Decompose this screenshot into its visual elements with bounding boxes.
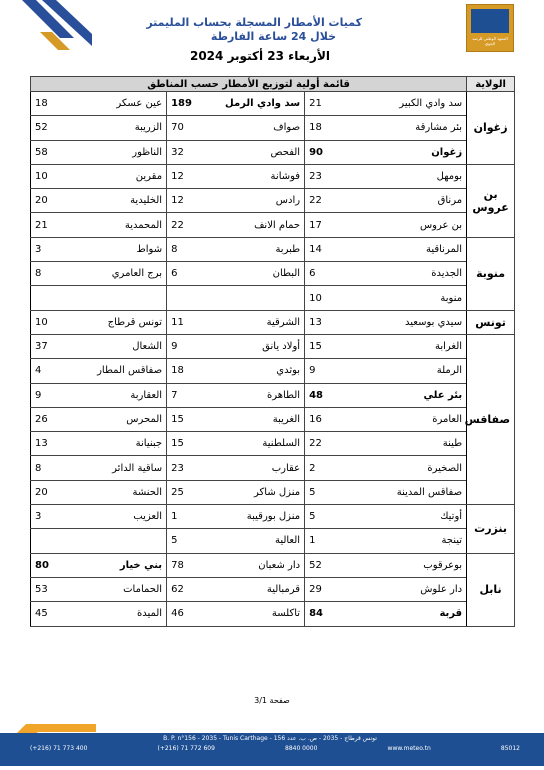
station-name: البطان [209, 262, 305, 286]
station-name: تينجة [351, 529, 467, 553]
rainfall-value: 18 [305, 116, 351, 140]
rainfall-value: 58 [31, 140, 67, 164]
rainfall-value: 21 [31, 213, 67, 237]
rainfall-value: 5 [167, 529, 209, 553]
rainfall-value: 46 [167, 602, 209, 626]
table-row [31, 189, 515, 213]
table-row [31, 480, 515, 504]
table-row [31, 140, 515, 164]
table-row [31, 529, 515, 553]
governorate-column-header: الولاية [467, 77, 515, 92]
header-decoration-stripes [22, 0, 92, 55]
station-name: أوتيك [351, 505, 467, 529]
station-name: الرملة [351, 359, 467, 383]
station-name: مرناق [351, 189, 467, 213]
governorate-cell: صفاقس [467, 334, 515, 504]
governorate-cell: منوبة [467, 237, 515, 310]
station-name: العقاربة [67, 383, 167, 407]
rainfall-value: 22 [305, 432, 351, 456]
rainfall-value: 2 [305, 456, 351, 480]
rainfall-value: 20 [31, 480, 67, 504]
station-name: سد وادي الرمل [209, 92, 305, 116]
station-name: الفحص [209, 140, 305, 164]
station-name [67, 286, 167, 310]
rainfall-value: 23 [305, 164, 351, 188]
rainfall-value: 26 [31, 407, 67, 431]
station-name: الشرقية [209, 310, 305, 334]
table-row [31, 432, 515, 456]
rainfall-value: 6 [305, 262, 351, 286]
station-name: بوعرقوب [351, 553, 467, 577]
table-row [31, 237, 515, 261]
station-name: الميدة [67, 602, 167, 626]
governorate-cell: بن عروس [467, 164, 515, 237]
station-name: مقرين [67, 164, 167, 188]
station-name: جبنيانة [67, 432, 167, 456]
rainfall-value: 9 [305, 359, 351, 383]
station-name: الشعال [67, 334, 167, 358]
rainfall-value: 189 [167, 92, 209, 116]
station-name: سد وادي الكبير [351, 92, 467, 116]
rainfall-value: 17 [305, 213, 351, 237]
rainfall-value: 4 [31, 359, 67, 383]
station-name: منزل شاكر [209, 480, 305, 504]
table-row [31, 602, 515, 626]
rainfall-value: 45 [31, 602, 67, 626]
footer-address: B. P. n°156 - 2035 - Tunis Carthage - تونس قرطاج - 2035 - ص. ب. عدد 156 [163, 735, 377, 742]
footer-phone-1: (+216) 71 773 400 [30, 745, 88, 752]
table-row [31, 407, 515, 431]
rainfall-value: 9 [31, 383, 67, 407]
station-name: سيدي بوسعيد [351, 310, 467, 334]
rainfall-value: 9 [167, 334, 209, 358]
rainfall-value: 32 [167, 140, 209, 164]
rainfall-value: 8 [31, 456, 67, 480]
table-row [31, 334, 515, 358]
station-name: الجديدة [351, 262, 467, 286]
rainfall-value: 5 [305, 480, 351, 504]
rainfall-value: 1 [167, 505, 209, 529]
station-name: صواف [209, 116, 305, 140]
table-row [31, 286, 515, 310]
station-name: طبربة [209, 237, 305, 261]
station-name: بوثدي [209, 359, 305, 383]
rainfall-value: 8 [31, 262, 67, 286]
governorate-cell: بنزرت [467, 505, 515, 554]
rainfall-value [31, 286, 67, 310]
table-row [31, 164, 515, 188]
governorate-cell: زغوان [467, 92, 515, 165]
rainfall-value: 6 [167, 262, 209, 286]
rainfall-value: 15 [167, 407, 209, 431]
governorate-cell: تونس [467, 310, 515, 334]
station-name: صفاقس المدينة [351, 480, 467, 504]
station-name: عقارب [209, 456, 305, 480]
report-date: الأربعاء 23 أكتوبر 2024 [189, 49, 330, 63]
station-name: تاكلسة [209, 602, 305, 626]
rainfall-value: 16 [305, 407, 351, 431]
governorate-cell: نابل [467, 553, 515, 626]
footer-website[interactable]: www.meteo.tn [387, 745, 431, 752]
station-name: ساقية الدائر [67, 456, 167, 480]
inm-logo [466, 4, 514, 52]
station-name: الحمامات [67, 577, 167, 601]
title-line-1: كميات الأمطار المسجلة بحساب المليمتر [146, 16, 362, 29]
rainfall-value: 14 [305, 237, 351, 261]
station-name: المحرس [67, 407, 167, 431]
rainfall-value: 15 [305, 334, 351, 358]
table-row [31, 359, 515, 383]
footer-phone-2: (+216) 71 772 609 [157, 745, 215, 752]
station-name: منزل بورقيبة [209, 505, 305, 529]
station-name: شواط [67, 237, 167, 261]
station-name: زغوان [351, 140, 467, 164]
station-name: بني خيار [67, 553, 167, 577]
rainfall-value: 48 [305, 383, 351, 407]
station-name: تونس قرطاج [67, 310, 167, 334]
rainfall-value: 22 [305, 189, 351, 213]
station-name: الحنشة [67, 480, 167, 504]
footer-code: 85012 [500, 745, 520, 752]
rainfall-value [31, 529, 67, 553]
rainfall-value: 20 [31, 189, 67, 213]
rainfall-value: 10 [31, 310, 67, 334]
rainfall-value: 12 [167, 189, 209, 213]
rainfall-value: 29 [305, 577, 351, 601]
station-name: العزيب [67, 505, 167, 529]
station-name [209, 286, 305, 310]
logo-text: المعهد الوطني للرصد الجوي [472, 36, 508, 46]
rainfall-value: 37 [31, 334, 67, 358]
rainfall-value: 10 [31, 164, 67, 188]
station-name: بئر علي [351, 383, 467, 407]
rainfall-value: 90 [305, 140, 351, 164]
rainfall-value: 3 [31, 505, 67, 529]
table-row [31, 383, 515, 407]
footer-phone-3: 8840 0000 [285, 745, 318, 752]
station-name: رادس [209, 189, 305, 213]
rainfall-value: 62 [167, 577, 209, 601]
table-row [31, 577, 515, 601]
station-name [67, 529, 167, 553]
rainfall-value: 18 [31, 92, 67, 116]
rainfall-table [30, 76, 515, 627]
rainfall-value: 21 [305, 92, 351, 116]
station-name: دار علوش [351, 577, 467, 601]
station-name: الغرابة [351, 334, 467, 358]
station-name: منوبة [351, 286, 467, 310]
rainfall-value: 23 [167, 456, 209, 480]
rainfall-value: 18 [167, 359, 209, 383]
rainfall-value: 52 [31, 116, 67, 140]
station-name: العالية [209, 529, 305, 553]
rainfall-value: 53 [31, 577, 67, 601]
rainfall-value: 7 [167, 383, 209, 407]
station-name: الزريبة [67, 116, 167, 140]
rainfall-value: 11 [167, 310, 209, 334]
station-name: برج العامري [67, 262, 167, 286]
list-column-header: قائمة أولية لتوزيع الأمطار حسب المناطق [31, 77, 467, 92]
station-name: الخليدية [67, 189, 167, 213]
station-name: بومهل [351, 164, 467, 188]
table-row [31, 213, 515, 237]
station-name: دار شعبان [209, 553, 305, 577]
table-row [31, 505, 515, 529]
rainfall-value: 70 [167, 116, 209, 140]
logo-sun-icon [471, 9, 509, 33]
station-name: أولاد يانق [209, 334, 305, 358]
rainfall-value: 5 [305, 505, 351, 529]
rainfall-value [167, 286, 209, 310]
title-line-2: خلال 24 ساعة الفارطة [210, 30, 336, 43]
rainfall-value: 25 [167, 480, 209, 504]
rainfall-value: 52 [305, 553, 351, 577]
station-name: طينة [351, 432, 467, 456]
rainfall-value: 22 [167, 213, 209, 237]
station-name: صفاقس المطار [67, 359, 167, 383]
rainfall-value: 13 [305, 310, 351, 334]
station-name: بئر مشارقة [351, 116, 467, 140]
rainfall-value: 8 [167, 237, 209, 261]
rainfall-value: 15 [167, 432, 209, 456]
station-name: الغريبة [209, 407, 305, 431]
table-row [31, 553, 515, 577]
table-body [31, 92, 515, 627]
rainfall-value: 78 [167, 553, 209, 577]
station-name: حمام الانف [209, 213, 305, 237]
footer-contacts [30, 745, 520, 752]
rainfall-value: 80 [31, 553, 67, 577]
rainfall-value: 1 [305, 529, 351, 553]
station-name: العامرة [351, 407, 467, 431]
page-number: صفحة 3/1 [254, 696, 290, 705]
rainfall-value: 10 [305, 286, 351, 310]
station-name: عين عسكر [67, 92, 167, 116]
station-name: الطاهرة [209, 383, 305, 407]
rainfall-value: 3 [31, 237, 67, 261]
station-name: قربة [351, 602, 467, 626]
station-name: فوشانة [209, 164, 305, 188]
table-row [31, 116, 515, 140]
station-name: بن عروس [351, 213, 467, 237]
table-row [31, 456, 515, 480]
table-row [31, 310, 515, 334]
rainfall-value: 12 [167, 164, 209, 188]
table-row [31, 262, 515, 286]
station-name: السلطنية [209, 432, 305, 456]
rainfall-value: 13 [31, 432, 67, 456]
station-name: قرمبالية [209, 577, 305, 601]
station-name: الصخيرة [351, 456, 467, 480]
station-name: الناظور [67, 140, 167, 164]
station-name: المرناقية [351, 237, 467, 261]
rainfall-value: 84 [305, 602, 351, 626]
station-name: المحمدية [67, 213, 167, 237]
table-row [31, 92, 515, 116]
